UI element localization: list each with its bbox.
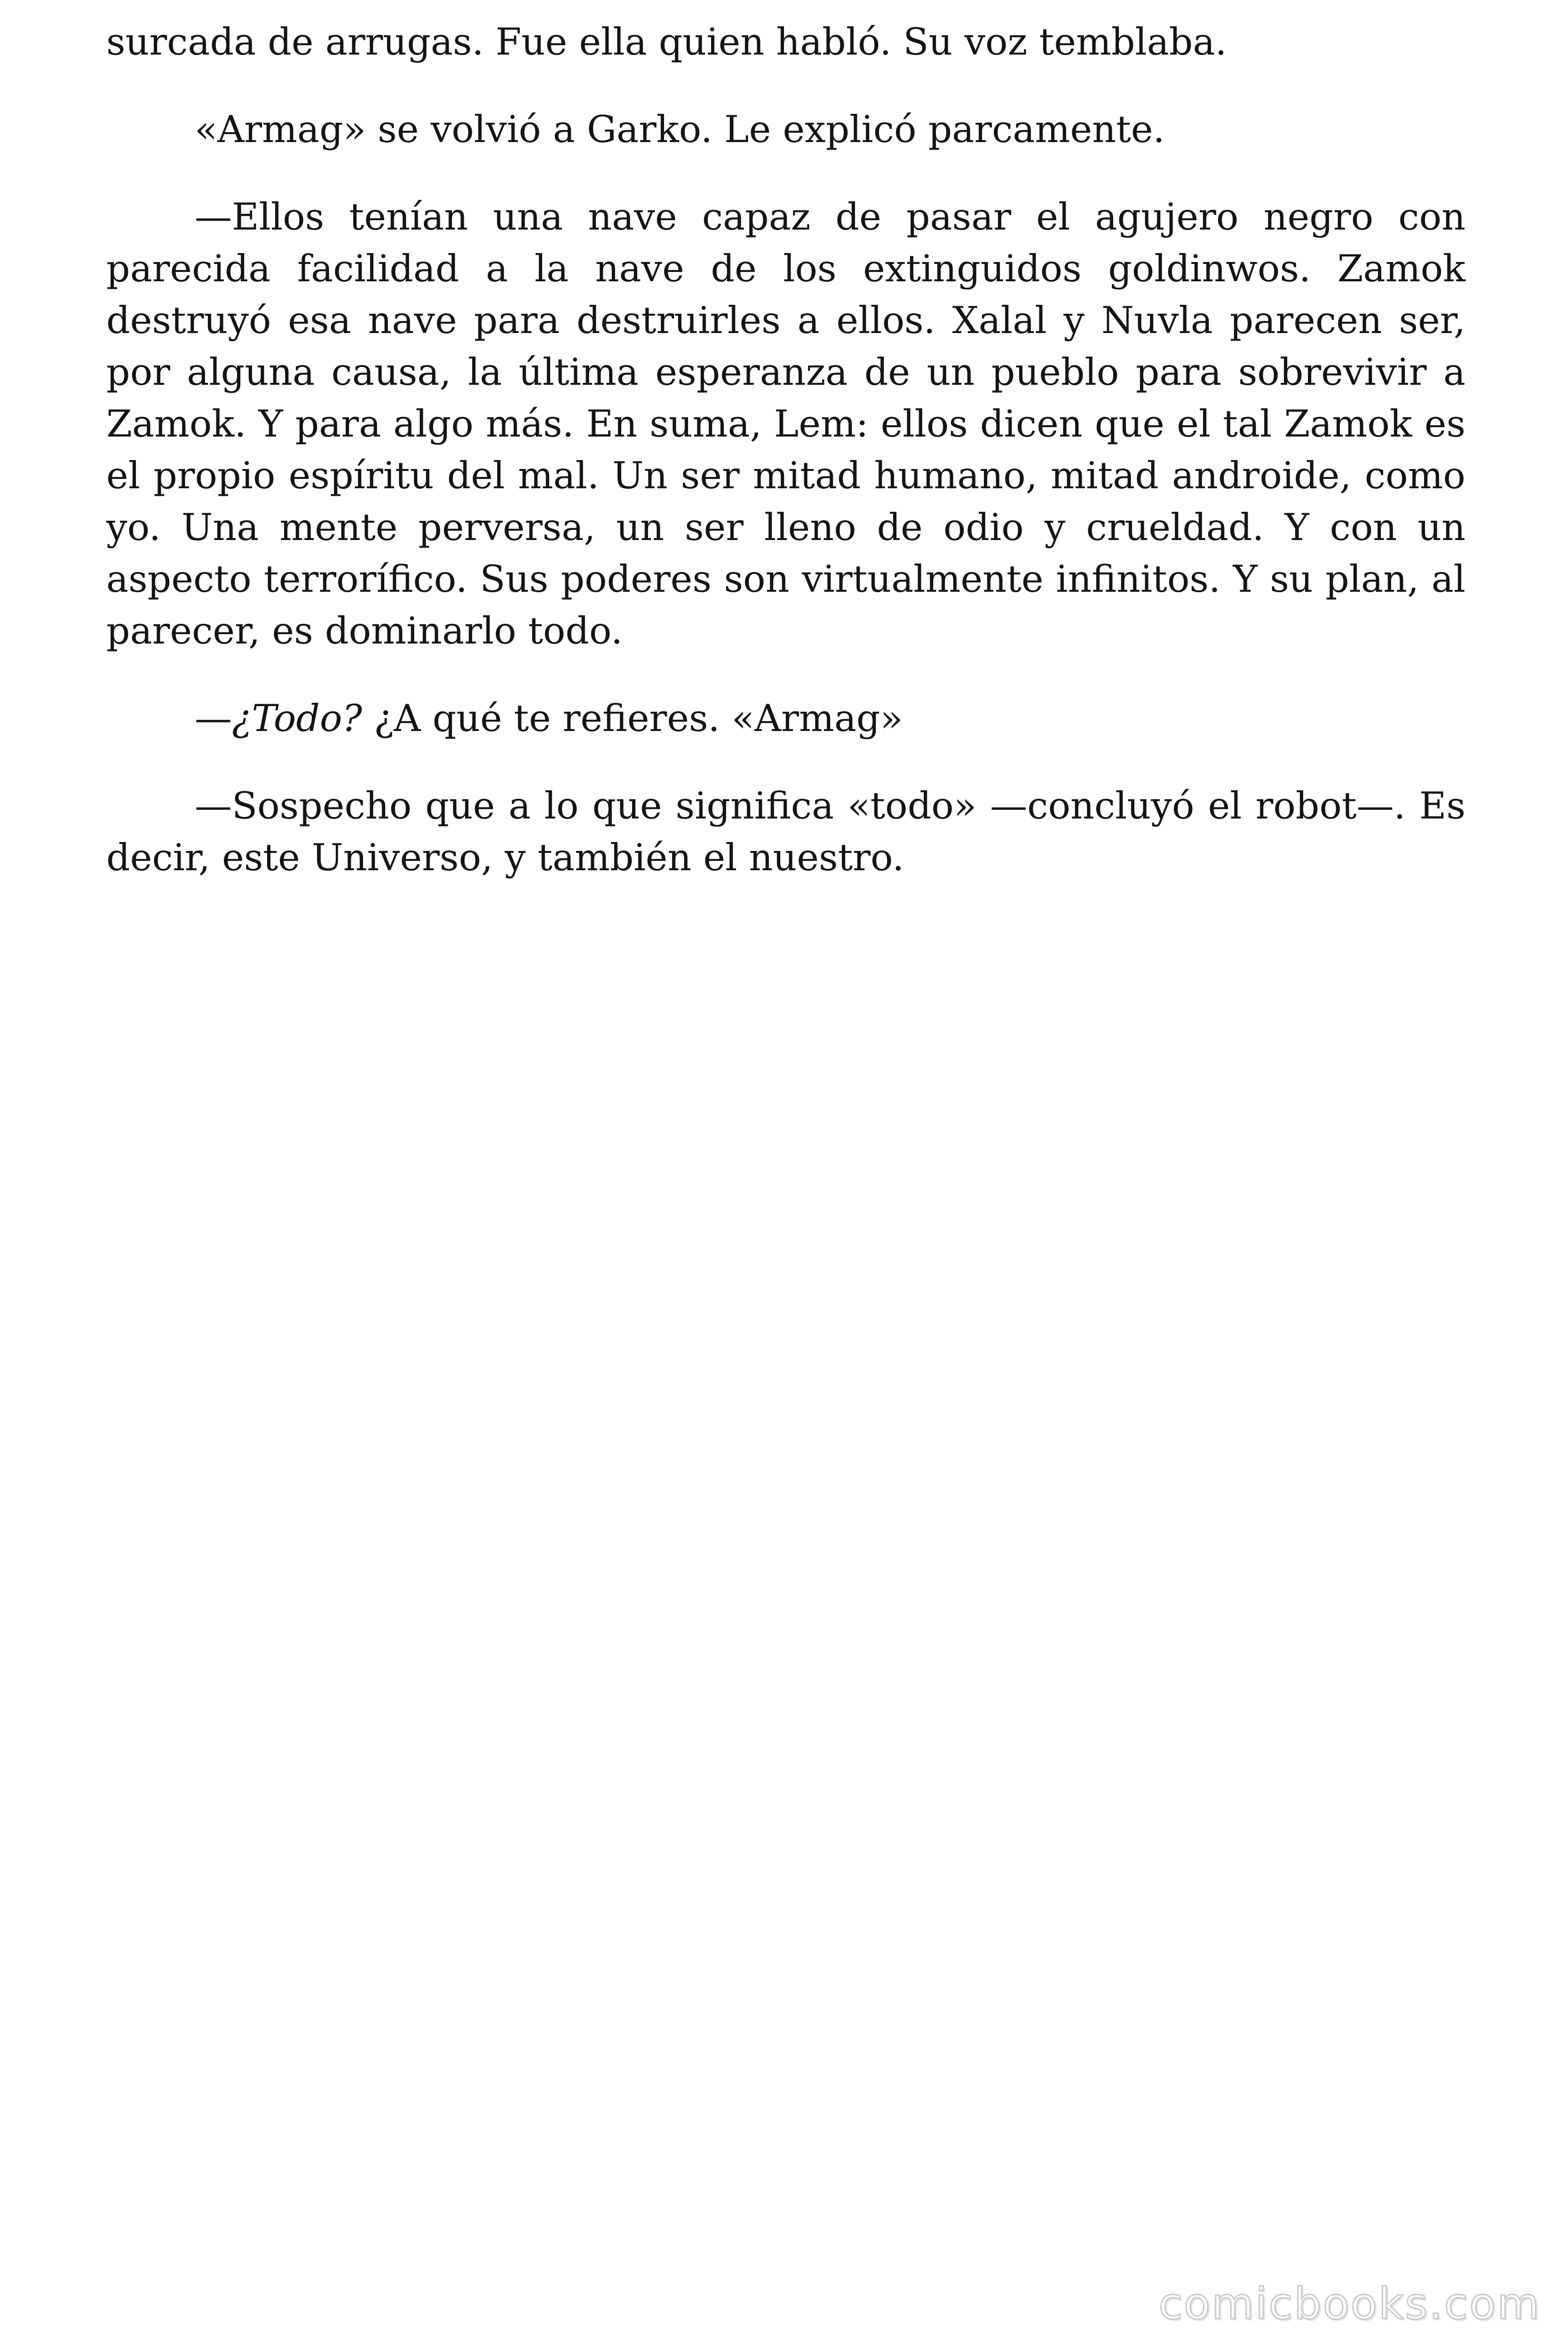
watermark-logo: comicbooks.com — [1158, 2279, 1541, 2329]
paragraph-5-text: —Sospecho que a lo que significa «todo» —concluyó el robot—. Es decir, este Universo, y también el nuestro. — [106, 784, 1465, 879]
paragraph-3-text: —Ellos tenían una nave capaz de pasar el agujero negro con parecida facilidad a la nave de los extinguidos goldinwos. Zamok destruyó esa nave para destruirles a ellos. Xalal y Nuvla parecen ser, por alguna causa, la última esperanza de un pueblo para sobrevivir a Zamok. Y para algo más. En suma, Lem: ellos dicen que el tal Zamok es el propio espíritu del mal. Un ser mitad humano, mitad androide, como yo. Una mente perversa, un ser lleno de odio y crueldad. Y con un aspecto terrorífico. Sus poderes son virtualmente infinitos. Y su plan, al parecer, es dominarlo todo. — [106, 195, 1465, 652]
paragraph-4-italic-text: ¿Todo? — [232, 697, 362, 740]
paragraph-4-dash: — — [195, 697, 232, 740]
paragraph-3 — [106, 191, 1465, 657]
document-page — [106, 16, 1465, 883]
paragraph-1-text: surcada de arrugas. Fue ella quien habló. Su voz temblaba. — [106, 20, 1227, 64]
paragraph-5 — [106, 780, 1465, 883]
paragraph-1 — [106, 16, 1465, 68]
paragraph-4 — [106, 692, 1465, 744]
paragraph-4-text: ¿A qué te refieres. «Armag» — [362, 697, 903, 740]
paragraph-2 — [106, 103, 1465, 155]
paragraph-2-text: «Armag» se volvió a Garko. Le explicó parcamente. — [195, 108, 1165, 151]
